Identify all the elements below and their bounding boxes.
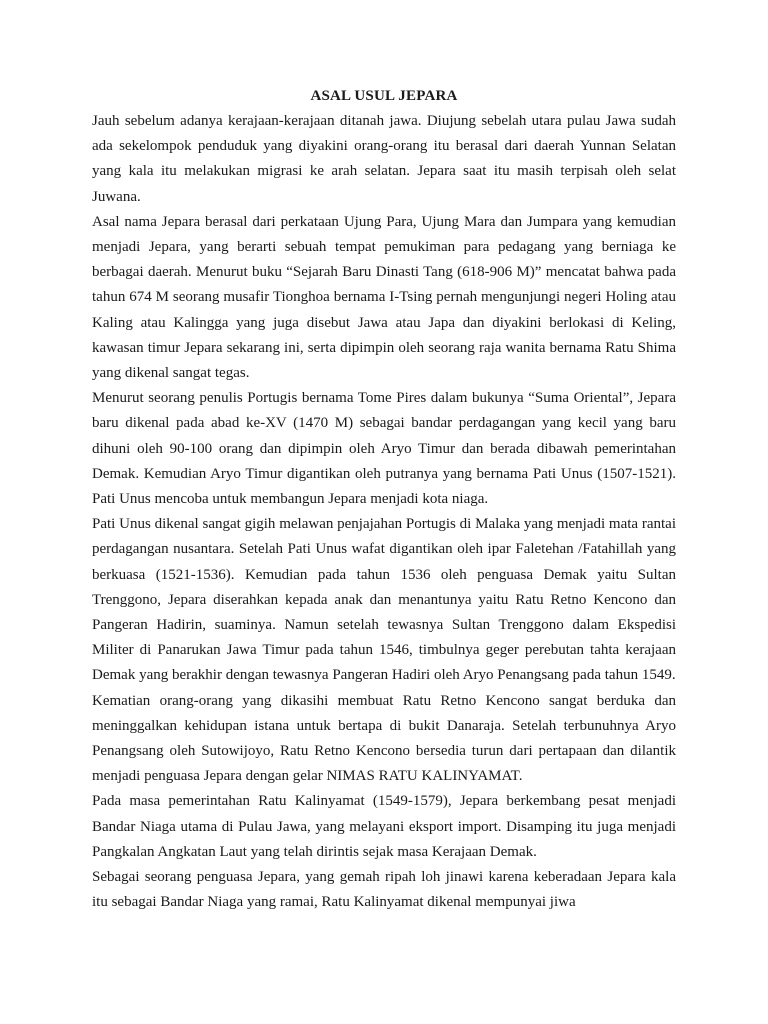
- paragraph-3: Menurut seorang penulis Portugis bernama Tome Pires dalam bukunya “Suma Oriental”, Jepara baru dikenal pada abad ke-XV (1470 M) sebagai bandar perdagangan yang kecil yang baru dihuni oleh 90-100 orang dan dipimpin oleh Aryo Timur dan berada dibawah pemerintahan Demak. Kemudian Aryo Timur digantikan oleh putranya yang bernama Pati Unus (1507-1521). Pati Unus mencoba untuk membangun Jepara menjadi kota niaga.: [92, 390, 676, 508]
- paragraph-5: Kematian orang-orang yang dikasihi membuat Ratu Retno Kencono sangat berduka dan meninggalkan kehidupan istana untuk bertapa di bukit Danaraja. Setelah terbunuhnya Aryo Penangsang oleh Sutowijoyo, Ratu Retno Kencono bersedia turun dari pertapaan dan dilantik menjadi penguasa Jepara dengan gelar NIMAS RATU KALINYAMAT.: [92, 692, 676, 785]
- document-page: [92, 84, 676, 916]
- paragraph-2: Asal nama Jepara berasal dari perkataan Ujung Para, Ujung Mara dan Jumpara yang kemudian menjadi Jepara, yang berarti sebuah tempat pemukiman para pedagang yang berniaga ke berbagai daerah. Menurut buku “Sejarah Baru Dinasti Tang (618-906 M)” mencatat bahwa pada tahun 674 M seorang musafir Tionghoa bernama I-Tsing pernah mengunjungi negeri Holing atau Kaling atau Kalingga yang juga disebut Jawa atau Japa dan diyakini berlokasi di Keling, kawasan timur Jepara sekarang ini, serta dipimpin oleh seorang raja wanita bernama Ratu Shima yang dikenal sangat tegas.: [92, 213, 676, 382]
- document-title: ASAL USUL JEPARA: [310, 88, 458, 104]
- paragraph-7: Sebagai seorang penguasa Jepara, yang gemah ripah loh jinawi karena keberadaan Jepara kala itu sebagai Bandar Niaga yang ramai, Ratu Kalinyamat dikenal mempunyai jiwa: [92, 869, 676, 911]
- paragraph-1: Jauh sebelum adanya kerajaan-kerajaan ditanah jawa. Diujung sebelah utara pulau Jawa sudah ada sekelompok penduduk yang diyakini orang-orang itu berasal dari daerah Yunnan Selatan yang kala itu melakukan migrasi ke arah selatan. Jepara saat itu masih terpisah oleh selat Juwana.: [92, 113, 676, 205]
- paragraph-4: Pati Unus dikenal sangat gigih melawan penjajahan Portugis di Malaka yang menjadi mata rantai perdagangan nusantara. Setelah Pati Unus wafat digantikan oleh ipar Faletehan /Fatahillah yang berkuasa (1521-1536). Kemudian pada tahun 1536 oleh penguasa Demak yaitu Sultan Trenggono, Jepara diserahkan kepada anak dan menantunya yaitu Ratu Retno Kencono dan Pangeran Hadirin, suaminya. Namun setelah tewasnya Sultan Trenggono dalam Ekspedisi Militer di Panarukan Jawa Timur pada tahun 1546, timbulnya geger perebutan tahta kerajaan Demak yang berakhir dengan tewasnya Pangeran Hadiri oleh Aryo Penangsang pada tahun 1549.: [92, 516, 676, 684]
- paragraph-6: Pada masa pemerintahan Ratu Kalinyamat (1549-1579), Jepara berkembang pesat menjadi Bandar Niaga utama di Pulau Jawa, yang melayani eksport import. Disamping itu juga menjadi Pangkalan Angkatan Laut yang telah dirintis sejak masa Kerajaan Demak.: [92, 793, 676, 860]
